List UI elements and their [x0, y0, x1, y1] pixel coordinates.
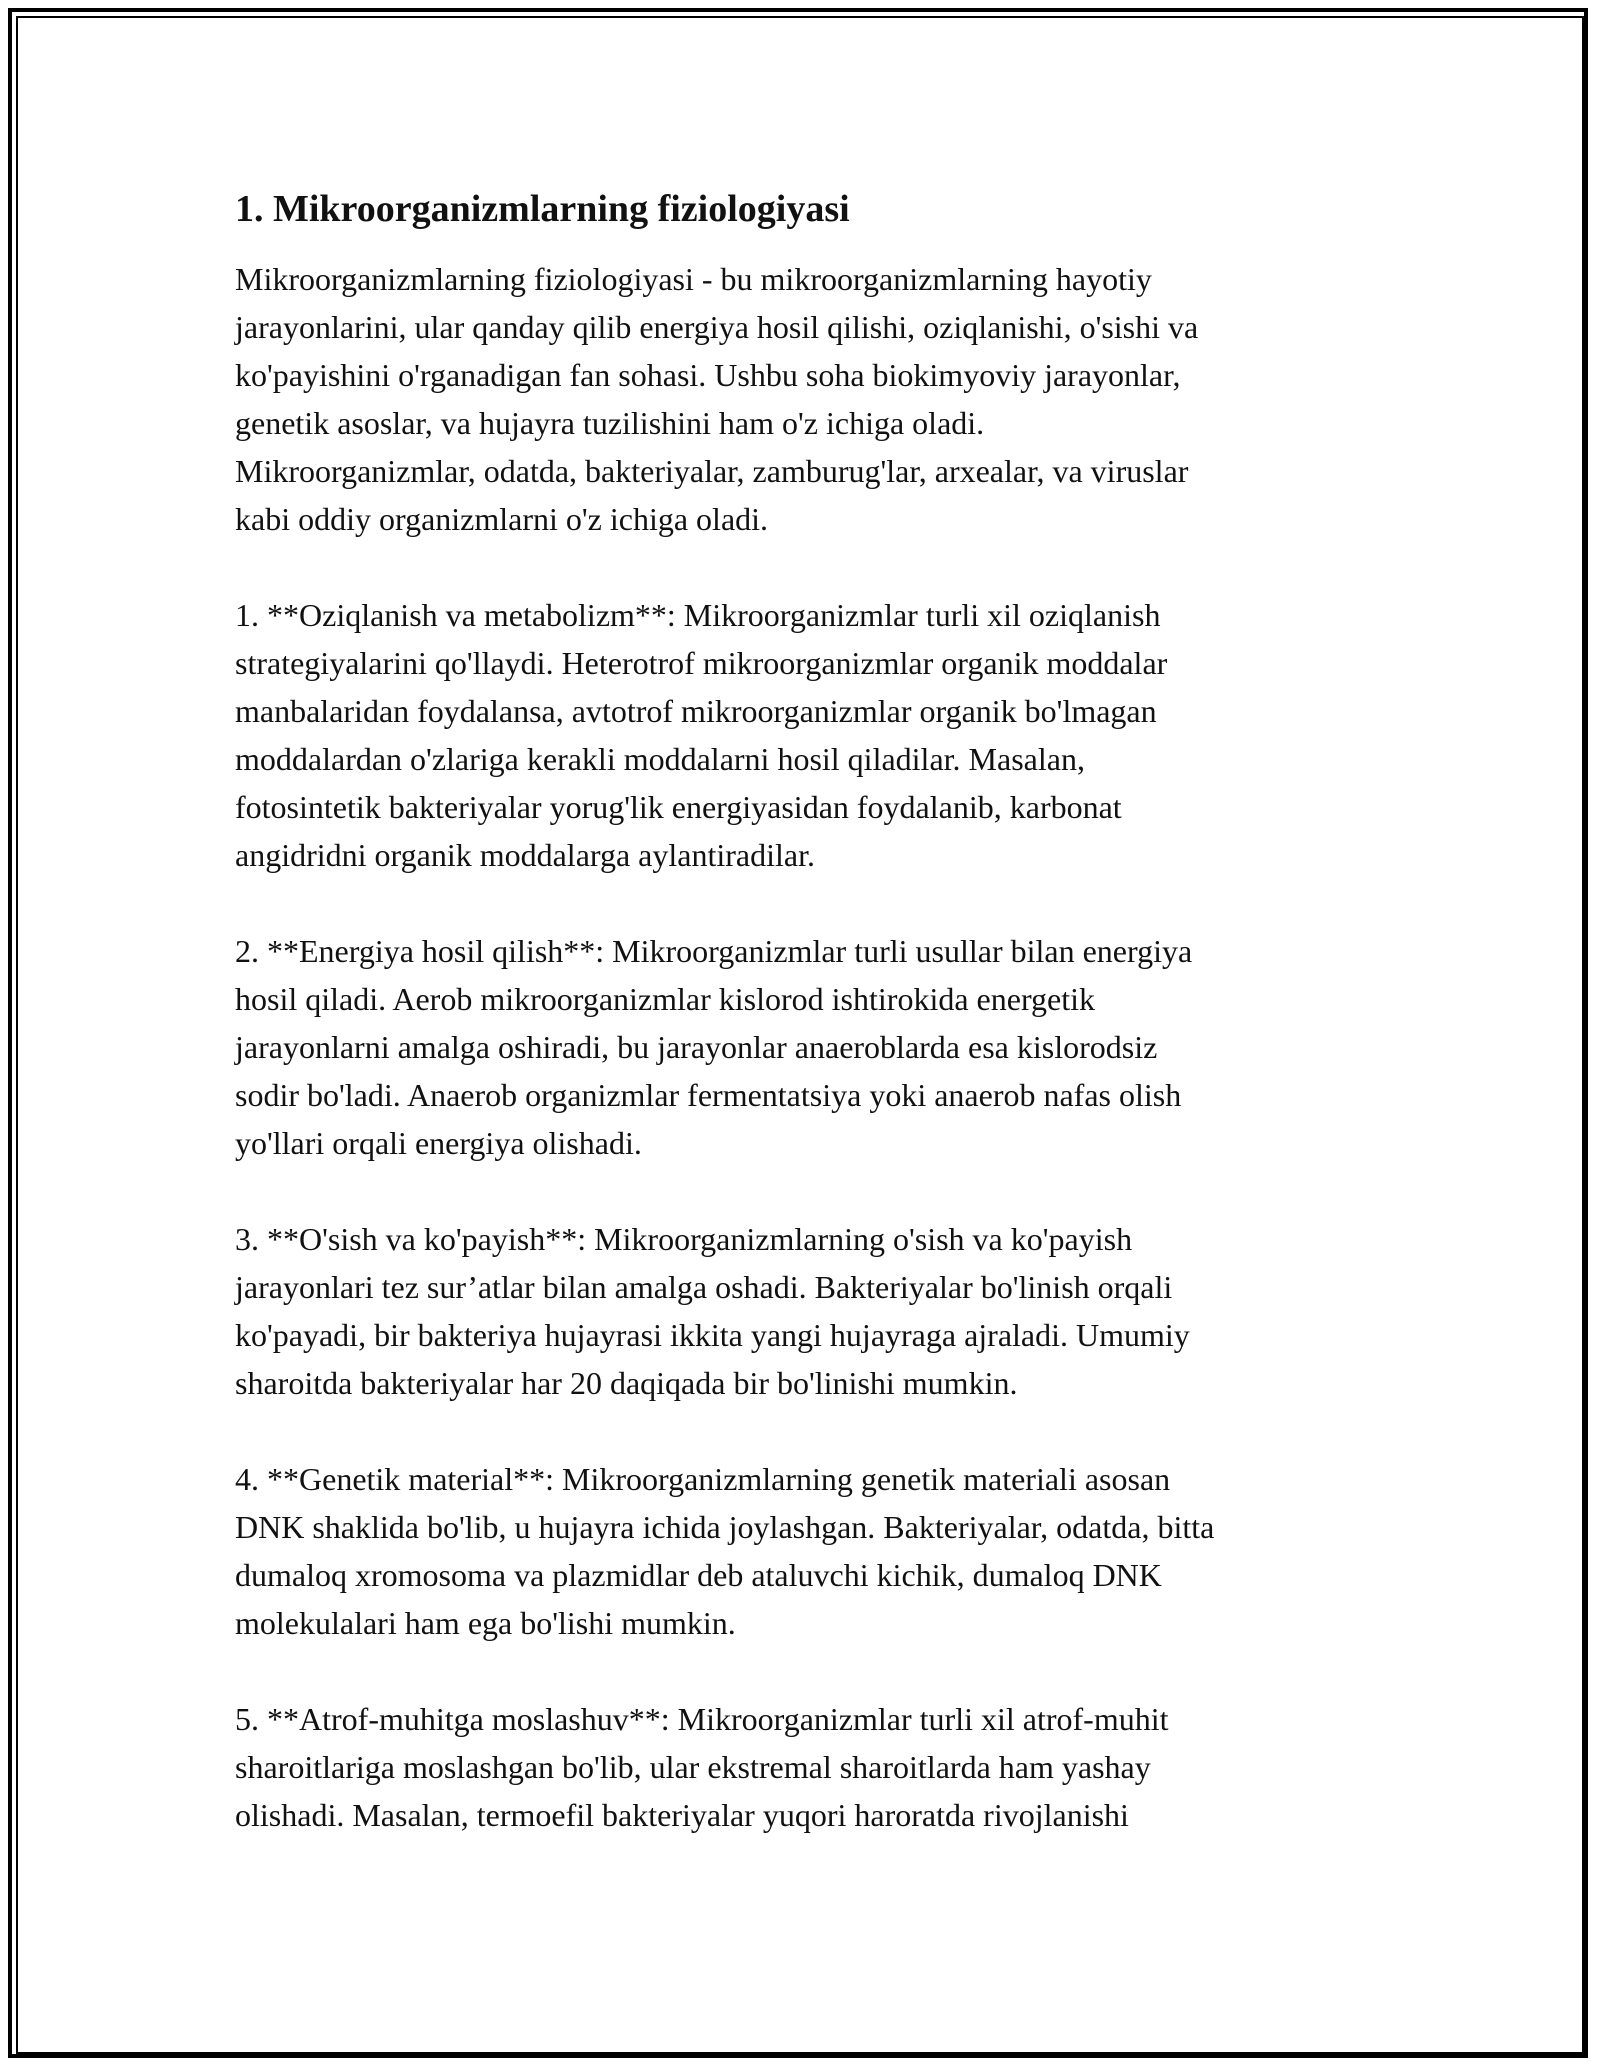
paragraph-line: moddalardan o'zlariga kerakli moddalarni hosil qiladilar. Masalan, — [235, 741, 1085, 777]
paragraph-3 — [235, 927, 1375, 1167]
paragraph-line: fotosintetik bakteriyalar yorug'lik energiyasidan foydalanib, karbonat — [235, 789, 1122, 825]
paragraph-line: jarayonlarni amalga oshiradi, bu jarayonlar anaeroblarda esa kislorodsiz — [235, 1029, 1158, 1065]
paragraph-line: sharoitda bakteriyalar har 20 daqiqada bir bo'linishi mumkin. — [235, 1365, 1018, 1401]
paragraph-4 — [235, 1215, 1375, 1407]
paragraph-line: manbalaridan foydalansa, avtotrof mikroorganizmlar organik bo'lmagan — [235, 693, 1157, 729]
paragraph-line: genetik asoslar, va hujayra tuzilishini ham o'z ichiga oladi. — [235, 405, 985, 441]
paragraph-line: yo'llari orqali energiya olishadi. — [235, 1125, 642, 1161]
paragraph-line: sodir bo'ladi. Anaerob organizmlar fermentatsiya yoki anaerob nafas olish — [235, 1077, 1182, 1113]
paragraph-line: ko'payadi, bir bakteriya hujayrasi ikkita yangi hujayraga ajraladi. Umumiy — [235, 1317, 1190, 1353]
paragraph-2 — [235, 591, 1375, 879]
paragraph-line: Mikroorganizmlarning fiziologiyasi - bu mikroorganizmlarning hayotiy — [235, 261, 1152, 297]
document-body — [235, 185, 1375, 1887]
paragraph-6 — [235, 1695, 1375, 1839]
paragraph-line: ko'payishini o'rganadigan fan sohasi. Ushbu soha biokimyoviy jarayonlar, — [235, 357, 1181, 393]
paragraph-line: 2. **Energiya hosil qilish**: Mikroorganizmlar turli usullar bilan energiya — [235, 933, 1193, 969]
paragraph-line: 3. **O'sish va ko'payish**: Mikroorganizmlarning o'sish va ko'payish — [235, 1221, 1133, 1257]
paragraph-1 — [235, 255, 1375, 543]
paragraph-line: dumaloq xromosoma va plazmidlar deb ataluvchi kichik, dumaloq DNK — [235, 1557, 1162, 1593]
paragraph-line: kabi oddiy organizmlarni o'z ichiga oladi. — [235, 501, 769, 537]
paragraph-line: hosil qiladi. Aerob mikroorganizmlar kislorod ishtirokida energetik — [235, 981, 1095, 1017]
document-title: 1. Mikroorganizmlarning fiziologiyasi — [235, 188, 850, 230]
paragraph-line: 1. **Oziqlanish va metabolizm**: Mikroorganizmlar turli xil oziqlanish — [235, 597, 1161, 633]
paragraph-5 — [235, 1455, 1375, 1647]
paragraph-line: strategiyalarini qo'llaydi. Heterotrof mikroorganizmlar organik moddalar — [235, 645, 1168, 681]
paragraph-list — [235, 255, 1375, 1839]
paragraph-line: 5. **Atrof-muhitga moslashuv**: Mikroorganizmlar turli xil atrof-muhit — [235, 1701, 1169, 1737]
paragraph-line: olishadi. Masalan, termoefil bakteriyalar yuqori haroratda rivojlanishi — [235, 1797, 1129, 1833]
paragraph-line: jarayonlari tez sur’atlar bilan amalga oshadi. Bakteriyalar bo'linish orqali — [235, 1269, 1173, 1305]
paragraph-line: 4. **Genetik material**: Mikroorganizmlarning genetik materiali asosan — [235, 1461, 1171, 1497]
paragraph-line: sharoitlariga moslashgan bo'lib, ular ekstremal sharoitlarda ham yashay — [235, 1749, 1151, 1785]
paragraph-line: angidridni organik moddalarga aylantiradilar. — [235, 837, 815, 873]
paragraph-line: jarayonlarini, ular qanday qilib energiya hosil qilishi, oziqlanishi, o'sishi va — [235, 309, 1199, 345]
paragraph-line: DNK shaklida bo'lib, u hujayra ichida joylashgan. Bakteriyalar, odatda, bitta — [235, 1509, 1215, 1545]
paragraph-line: Mikroorganizmlar, odatda, bakteriyalar, zamburug'lar, arxealar, va viruslar — [235, 453, 1189, 489]
paragraph-line: molekulalari ham ega bo'lishi mumkin. — [235, 1605, 736, 1641]
